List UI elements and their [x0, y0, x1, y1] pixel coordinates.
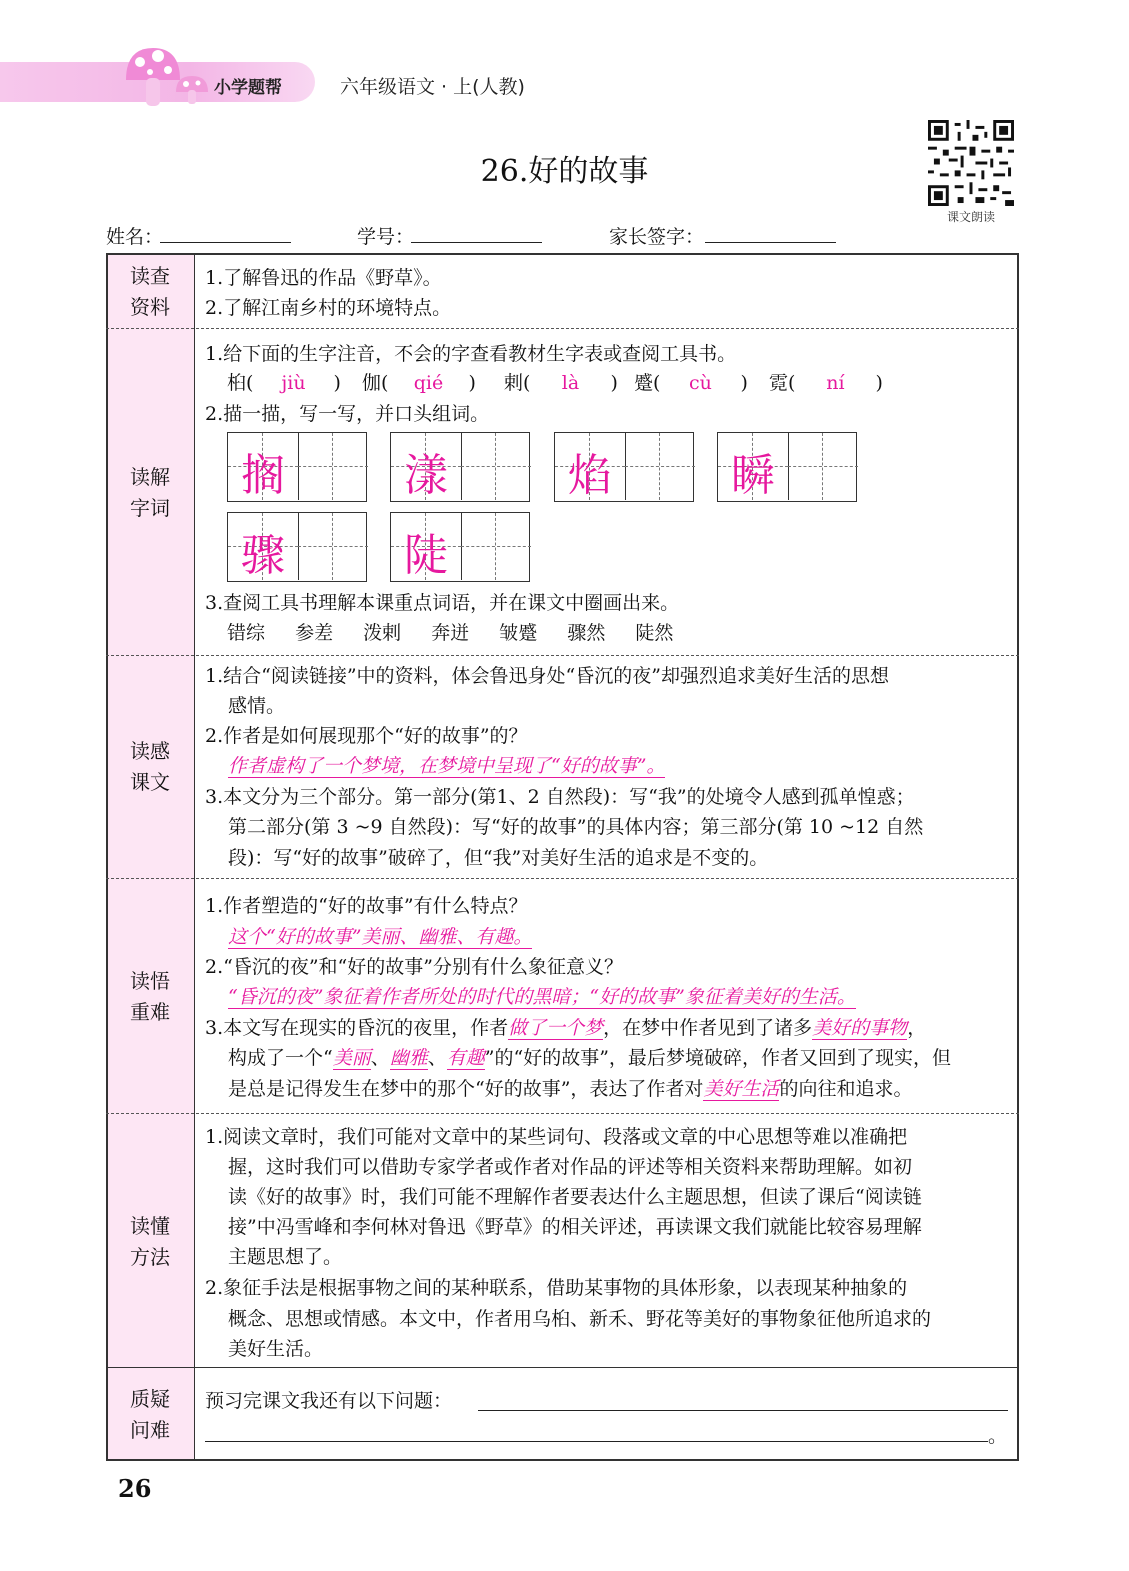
- keypoint-question-3-line2: 构成了一个“美丽、幽雅、有趣”的“好的故事”，最后梦境破碎，作者又回到了现实，但: [228, 1047, 951, 1069]
- vocab-question-2: 2.描一描，写一写，并口头组词。: [205, 403, 490, 425]
- pinyin-item: 剌( là ): [504, 368, 618, 398]
- fill-answer: 有趣: [446, 1047, 485, 1069]
- writing-grid[interactable]: [390, 512, 530, 582]
- key-word: 参差: [295, 622, 334, 644]
- fill-answer: 美丽: [332, 1047, 371, 1069]
- research-item-1: 1.了解鲁迅的作品《野草》。: [205, 267, 442, 289]
- book-title: 六年级语文 · 上(人教): [340, 76, 525, 98]
- method-line: 接”中冯雪峰和李何林对鲁迅《野草》的相关评述，再读课文我们就能比较容易理解: [228, 1216, 922, 1238]
- page-title: 26.好的故事: [480, 154, 649, 189]
- section-label-text-reading: 读感 课文: [130, 739, 170, 794]
- pinyin-answer: cù: [689, 372, 712, 394]
- parent-signature-label: 家长签字：: [609, 226, 705, 248]
- reading-answer-2: 作者虚构了一个梦境，在梦境中呈现了“好的故事”。: [228, 755, 666, 777]
- method-line: 读《好的故事》时，我们可能不理解作者要表达什么主题思想，但读了课后“阅读链: [228, 1186, 922, 1208]
- row-divider: [106, 328, 1019, 329]
- reading-question-3-line2: 第二部分(第 3 ~9 自然段)：写“好的故事”的具体内容；第三部分(第 10 ~12 自然: [228, 816, 924, 838]
- row-divider: [106, 878, 1019, 879]
- research-item-2: 2.了解江南乡村的环境特点。: [205, 297, 452, 319]
- section-label-method: 读懂 方法: [130, 1214, 170, 1269]
- trace-character: 搁: [241, 450, 285, 501]
- trace-character: 漾: [404, 450, 448, 501]
- trace-character: 骤: [241, 530, 285, 581]
- keypoint-answer-1: 这个“好的故事”美丽、幽雅、有趣。: [228, 926, 533, 948]
- key-word: 骤然: [567, 622, 606, 644]
- pinyin-item: 伽( qié ): [362, 368, 476, 398]
- question-input-line[interactable]: [205, 1441, 988, 1442]
- key-word: 陡然: [635, 622, 674, 644]
- section-label-vocabulary: 读解 字词: [130, 465, 170, 520]
- mushroom-logo-icon: [118, 40, 218, 112]
- method-line: 主题思想了。: [228, 1246, 343, 1268]
- fill-answer: 美好生活: [703, 1078, 780, 1100]
- column-divider: [194, 253, 195, 1461]
- fill-answer: 做了一个梦: [508, 1017, 604, 1039]
- method-line: 握，这时我们可以借助专家学者或作者对作品的评述等相关资料来帮助理解。如初: [228, 1156, 913, 1178]
- method-line: 概念、思想或情感。本文中，作者用乌桕、新禾、野花等美好的事物象征他所追求的: [228, 1308, 932, 1330]
- writing-grid[interactable]: [227, 512, 367, 582]
- writing-grid[interactable]: [227, 432, 367, 502]
- brand-name: 小学题帮: [214, 78, 282, 98]
- pinyin-answer: là: [561, 372, 580, 394]
- reading-question-3-line3: 段)：写“好的故事”破碎了，但“我”对美好生活的追求是不变的。: [228, 847, 769, 869]
- name-field[interactable]: [160, 242, 291, 243]
- pinyin-answer: qié: [413, 372, 444, 394]
- vocab-question-1: 1.给下面的生字注音，不会的字查看教材生字表或查阅工具书。: [205, 343, 737, 365]
- trace-character: 陡: [404, 530, 448, 581]
- qr-code-icon[interactable]: [928, 120, 1014, 206]
- section-label-questions: 质疑 问难: [130, 1387, 170, 1442]
- reading-question-3: 3.本文分为三个部分。第一部分(第1、2 自然段)：写“我”的处境令人感到孤单惶惑；: [205, 786, 915, 808]
- trace-character: 焰: [568, 450, 612, 501]
- pinyin-answer: ní: [826, 372, 845, 394]
- method-line: 美好生活。: [228, 1338, 324, 1360]
- pinyin-item: 蹙( cù ): [634, 368, 748, 398]
- end-mark: 。: [988, 1425, 1008, 1447]
- keypoint-question-2: 2.“昏沉的夜”和“好的故事”分别有什么象征意义？: [205, 956, 623, 978]
- method-line: 2.象征手法是根据事物之间的某种联系，借助某事物的具体形象，以表现某种抽象的: [205, 1277, 908, 1299]
- section-label-key-points: 读悟 重难: [130, 969, 170, 1024]
- reading-question-1: 1.结合“阅读链接”中的资料，体会鲁迅身处“昏沉的夜”却强烈追求美好生活的思想: [205, 665, 889, 687]
- key-word: 错综: [227, 622, 266, 644]
- key-word: 皱蹙: [499, 622, 538, 644]
- qr-caption: 课文朗读: [946, 210, 995, 224]
- keypoint-question-3: 3.本文写在现实的昏沉的夜里，作者做了一个梦，在梦中作者见到了诸多美好的事物，: [205, 1017, 927, 1039]
- questions-prompt: 预习完课文我还有以下问题：: [205, 1390, 453, 1412]
- keypoint-answer-2: “昏沉的夜”象征着作者所处的时代的黑暗；“好的故事”象征着美好的生活。: [228, 986, 856, 1008]
- writing-grid[interactable]: [554, 432, 694, 502]
- page-number: 26: [118, 1474, 152, 1503]
- writing-grid[interactable]: [717, 432, 857, 502]
- fill-answer: 美好的事物: [812, 1017, 908, 1039]
- question-input-line[interactable]: [478, 1410, 1008, 1411]
- pinyin-item: 桕( jiù ): [227, 368, 341, 398]
- row-divider: [106, 1113, 1019, 1114]
- method-line: 1.阅读文章时，我们可能对文章中的某些词句、段落或文章的中心思想等难以准确把: [205, 1126, 908, 1148]
- student-number-label: 学号：: [357, 226, 415, 248]
- key-word: 泼剌: [363, 622, 402, 644]
- name-label: 姓名：: [106, 226, 164, 248]
- section-label-research: 读查 资料: [130, 264, 170, 319]
- pinyin-answer: jiù: [281, 372, 306, 394]
- reading-question-1-cont: 感情。: [228, 695, 286, 717]
- fill-answer: 幽雅: [389, 1047, 428, 1069]
- keypoint-question-3-line3: 是总是记得发生在梦中的那个“好的故事”，表达了作者对美好生活的向往和追求。: [228, 1078, 913, 1100]
- vocab-question-3: 3.查阅工具书理解本课重点词语，并在课文中圈画出来。: [205, 592, 680, 614]
- pinyin-item: 霓( ní ): [769, 368, 883, 398]
- keypoint-question-1: 1.作者塑造的“好的故事”有什么特点？: [205, 895, 528, 917]
- writing-grid[interactable]: [390, 432, 530, 502]
- parent-signature-field[interactable]: [705, 242, 836, 243]
- key-words: [227, 618, 673, 648]
- row-divider: [106, 1367, 1019, 1368]
- student-number-field[interactable]: [411, 242, 542, 243]
- key-word: 奔迸: [431, 622, 470, 644]
- trace-character: 瞬: [731, 450, 775, 501]
- row-divider: [106, 655, 1019, 656]
- reading-question-2: 2.作者是如何展现那个“好的故事”的？: [205, 725, 528, 747]
